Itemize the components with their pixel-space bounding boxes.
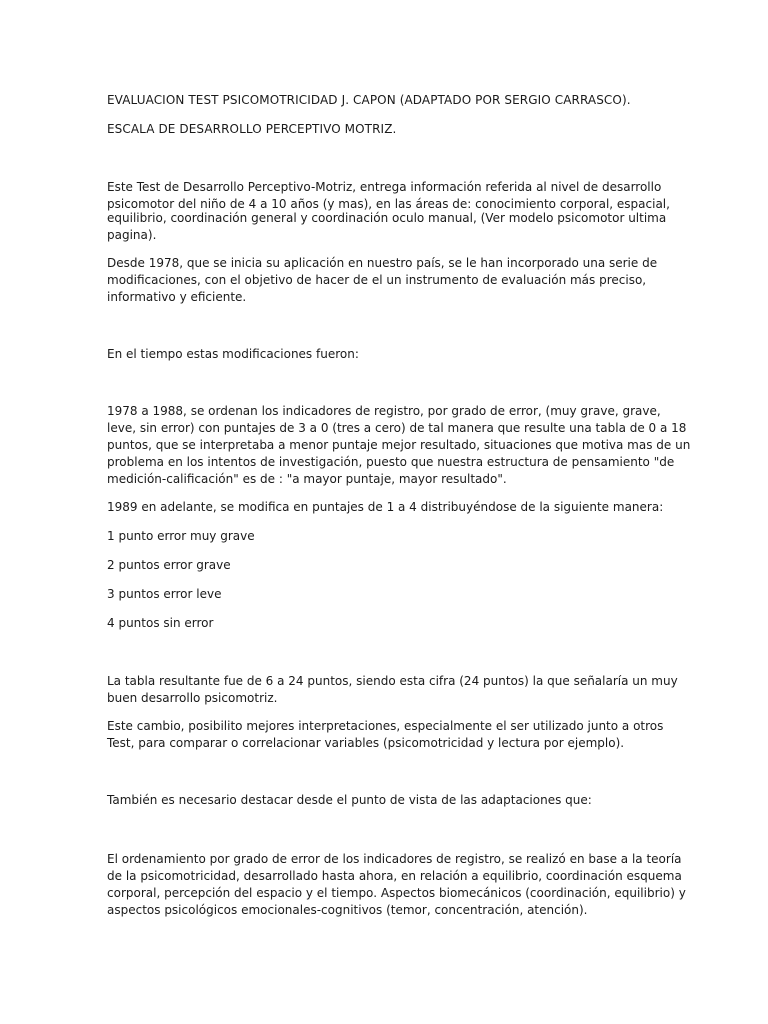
text-line: problema en los intentos de investigación, puesto que nuestra estructura de pensamiento "de — [107, 455, 675, 469]
text-line: equilibrio, coordinación general y coordinación oculo manual, (Ver modelo psicomotor ultima — [107, 211, 667, 225]
text-line: También es necesario destacar desde el punto de vista de las adaptaciones que: — [107, 793, 592, 807]
text-line: Desde 1978, que se inicia su aplicación en nuestro país, se le han incorporado una serie de — [107, 256, 658, 270]
text-line: Test, para comparar o correlacionar variables (psicomotricidad y lectura por ejemplo). — [107, 736, 625, 750]
text-line: En el tiempo estas modificaciones fueron: — [107, 347, 359, 361]
text-line: psicomotor del niño de 4 a 10 años (y mas), en las áreas de: conocimiento corporal, espacial, — [107, 197, 670, 211]
text-line: 2 puntos error grave — [107, 558, 231, 572]
text-line: buen desarrollo psicomotriz. — [107, 691, 278, 705]
text-line: modificaciones, con el objetivo de hacer de el un instrumento de evaluación más preciso, — [107, 273, 647, 287]
document-subtitle: ESCALA DE DESARROLLO PERCEPTIVO MOTRIZ. — [107, 122, 397, 136]
text-line: El ordenamiento por grado de error de los indicadores de registro, se realizó en base a la teoría — [107, 852, 682, 866]
text-line: 1978 a 1988, se ordenan los indicadores de registro, por grado de error, (muy grave, grave, — [107, 404, 661, 418]
text-line: 3 puntos error leve — [107, 587, 222, 601]
text-line: aspectos psicológicos emocionales-cognitivos (temor, concentración, atención). — [107, 903, 588, 917]
text-line: corporal, percepción del espacio y el tiempo. Aspectos biomecánicos (coordinación, equilibrio) y — [107, 886, 686, 900]
text-line: pagina). — [107, 228, 157, 242]
document-title: EVALUACION TEST PSICOMOTRICIDAD J. CAPON (ADAPTADO POR SERGIO CARRASCO). — [107, 93, 631, 107]
text-line: 1989 en adelante, se modifica en puntajes de 1 a 4 distribuyéndose de la siguiente manera: — [107, 500, 664, 514]
text-line: 4 puntos sin error — [107, 616, 214, 630]
text-line: medición-calificación" es de : "a mayor puntaje, mayor resultado". — [107, 472, 507, 486]
text-line: Este Test de Desarrollo Perceptivo-Motriz, entrega información referida al nivel de desarrollo — [107, 180, 662, 194]
text-line: Este cambio, posibilito mejores interpretaciones, especialmente el ser utilizado junto a otros — [107, 719, 664, 733]
text-line: 1 punto error muy grave — [107, 529, 255, 543]
text-line: leve, sin error) con puntajes de 3 a 0 (tres a cero) de tal manera que resulte una tabla de 0 a 18 — [107, 421, 687, 435]
text-line: de la psicomotricidad, desarrollado hasta ahora, en relación a equilibrio, coordinación esquema — [107, 869, 682, 883]
text-line: informativo y eficiente. — [107, 290, 247, 304]
text-line: La tabla resultante fue de 6 a 24 puntos, siendo esta cifra (24 puntos) la que señalaría un muy — [107, 674, 678, 688]
text-line: puntos, que se interpretaba a menor puntaje mejor resultado, situaciones que motiva mas de un — [107, 438, 691, 452]
